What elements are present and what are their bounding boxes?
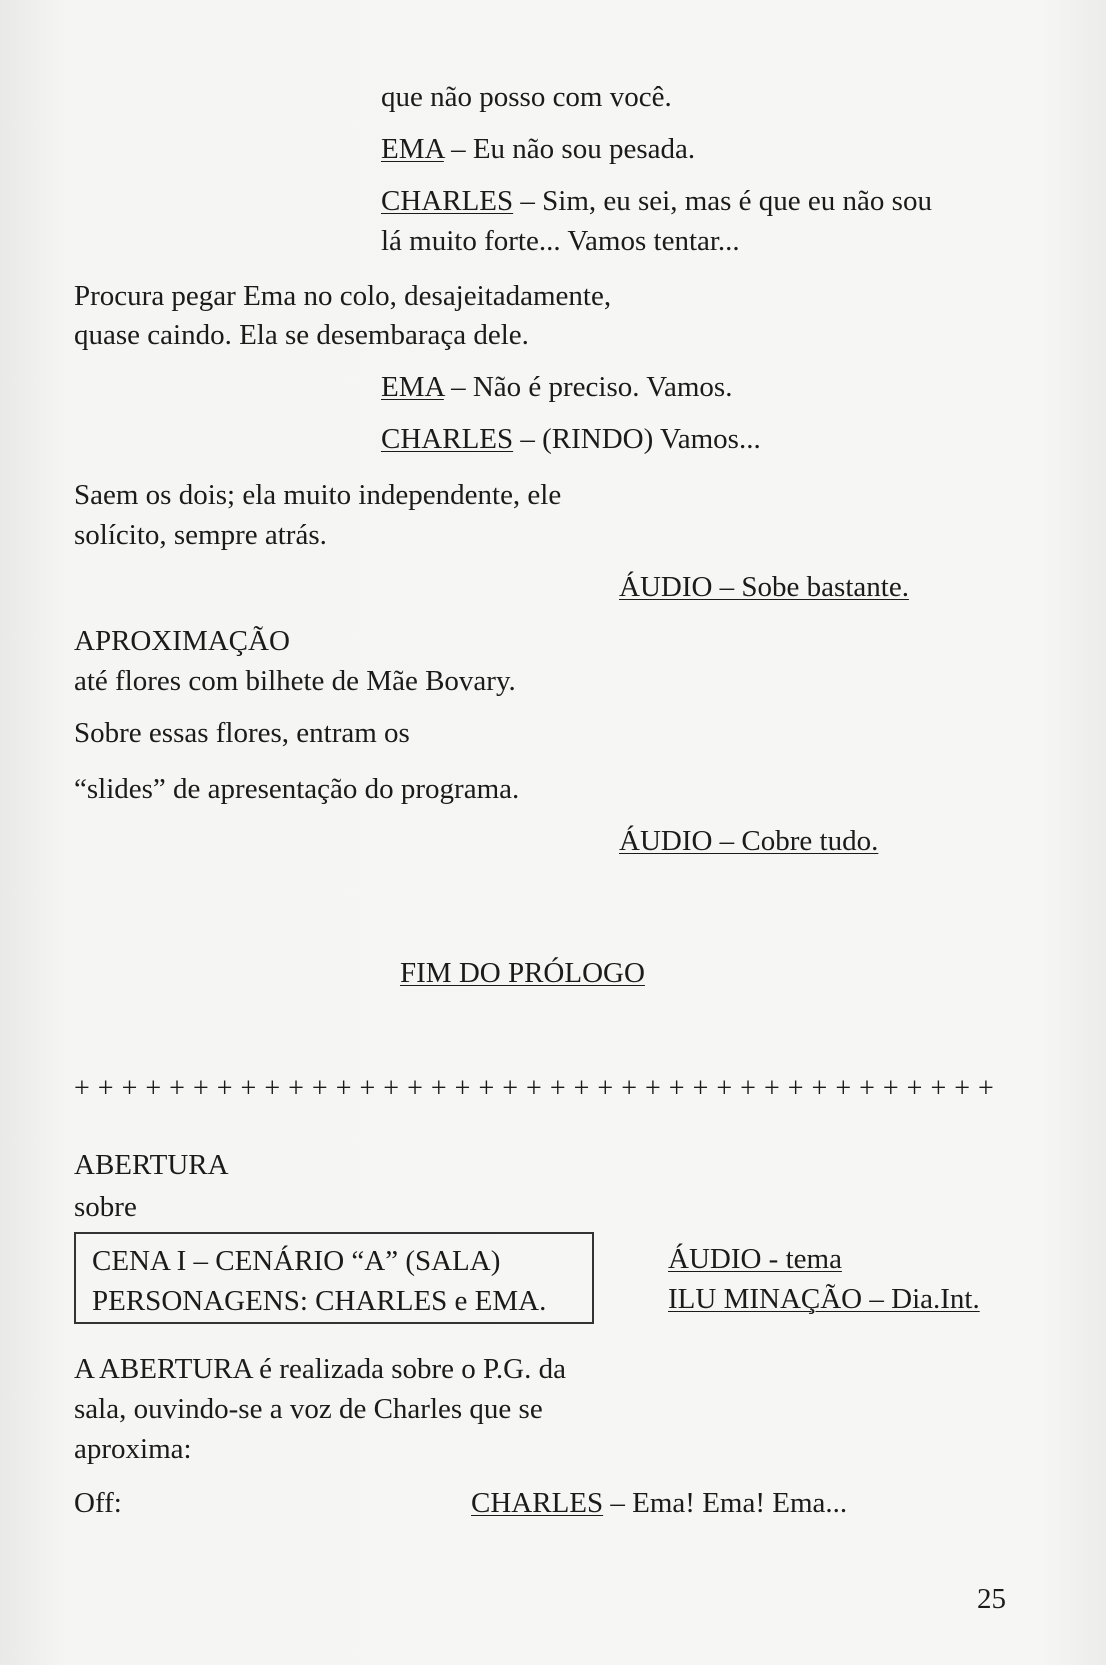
scene-characters: PERSONAGENS: CHARLES e EMA. [92, 1285, 547, 1317]
speaker-name: CHARLES [381, 185, 514, 217]
off-label: Off: [74, 1487, 122, 1519]
dialogue-line: lá muito forte... Vamos tentar... [381, 225, 740, 257]
dialogue-line: que não posso com você. [381, 81, 672, 113]
stage-direction: aproxima: [74, 1433, 192, 1465]
lighting-cue: ILU MINAÇÃO – Dia.Int. [668, 1283, 980, 1315]
page-number: 25 [977, 1583, 1006, 1615]
divider-plus-row: + + + + + + + + + + + + + + + + + + + + + + + + + + + + + + + + + + + + + + + [74, 1073, 995, 1104]
scene-box [74, 1232, 594, 1324]
speaker-name: CHARLES [471, 1487, 604, 1519]
section-heading: APROXIMAÇÃO [74, 625, 290, 657]
dialogue-line-charles: CHARLES – (RINDO) Vamos... [381, 423, 761, 455]
dialogue-line-charles: CHARLES – Sim, eu sei, mas é que eu não sou [381, 185, 932, 217]
audio-cue: ÁUDIO – Cobre tudo. [619, 825, 879, 857]
audio-cue: ÁUDIO – Sobe bastante. [619, 571, 909, 603]
prologue-end-title: FIM DO PRÓLOGO [400, 957, 645, 989]
stage-direction: sobre [74, 1191, 137, 1223]
stage-direction: “slides” de apresentação do programa. [74, 773, 520, 805]
stage-direction: solícito, sempre atrás. [74, 519, 327, 551]
stage-direction: Sobre essas flores, entram os [74, 717, 410, 749]
stage-direction: Procura pegar Ema no colo, desajeitadamente, [74, 280, 612, 312]
stage-direction: até flores com bilhete de Mãe Bovary. [74, 665, 516, 697]
dialogue-line-ema: EMA – Eu não sou pesada. [381, 133, 696, 165]
dialogue-line-ema: EMA – Não é preciso. Vamos. [381, 371, 733, 403]
scene-title: CENA I – CENÁRIO “A” (SALA) [92, 1245, 501, 1277]
speaker-name: EMA [381, 371, 444, 403]
audio-cue: ÁUDIO - tema [668, 1243, 842, 1275]
stage-direction: sala, ouvindo-se a voz de Charles que se [74, 1393, 543, 1425]
speaker-name: CHARLES [381, 423, 514, 455]
stage-direction: quase caindo. Ela se desembaraça dele. [74, 319, 529, 351]
dialogue-line-charles: CHARLES – Ema! Ema! Ema... [471, 1487, 848, 1519]
section-heading: ABERTURA [74, 1149, 229, 1181]
stage-direction: Saem os dois; ela muito independente, ele [74, 479, 562, 511]
stage-direction: A ABERTURA é realizada sobre o P.G. da [74, 1353, 566, 1385]
speaker-name: EMA [381, 133, 444, 165]
